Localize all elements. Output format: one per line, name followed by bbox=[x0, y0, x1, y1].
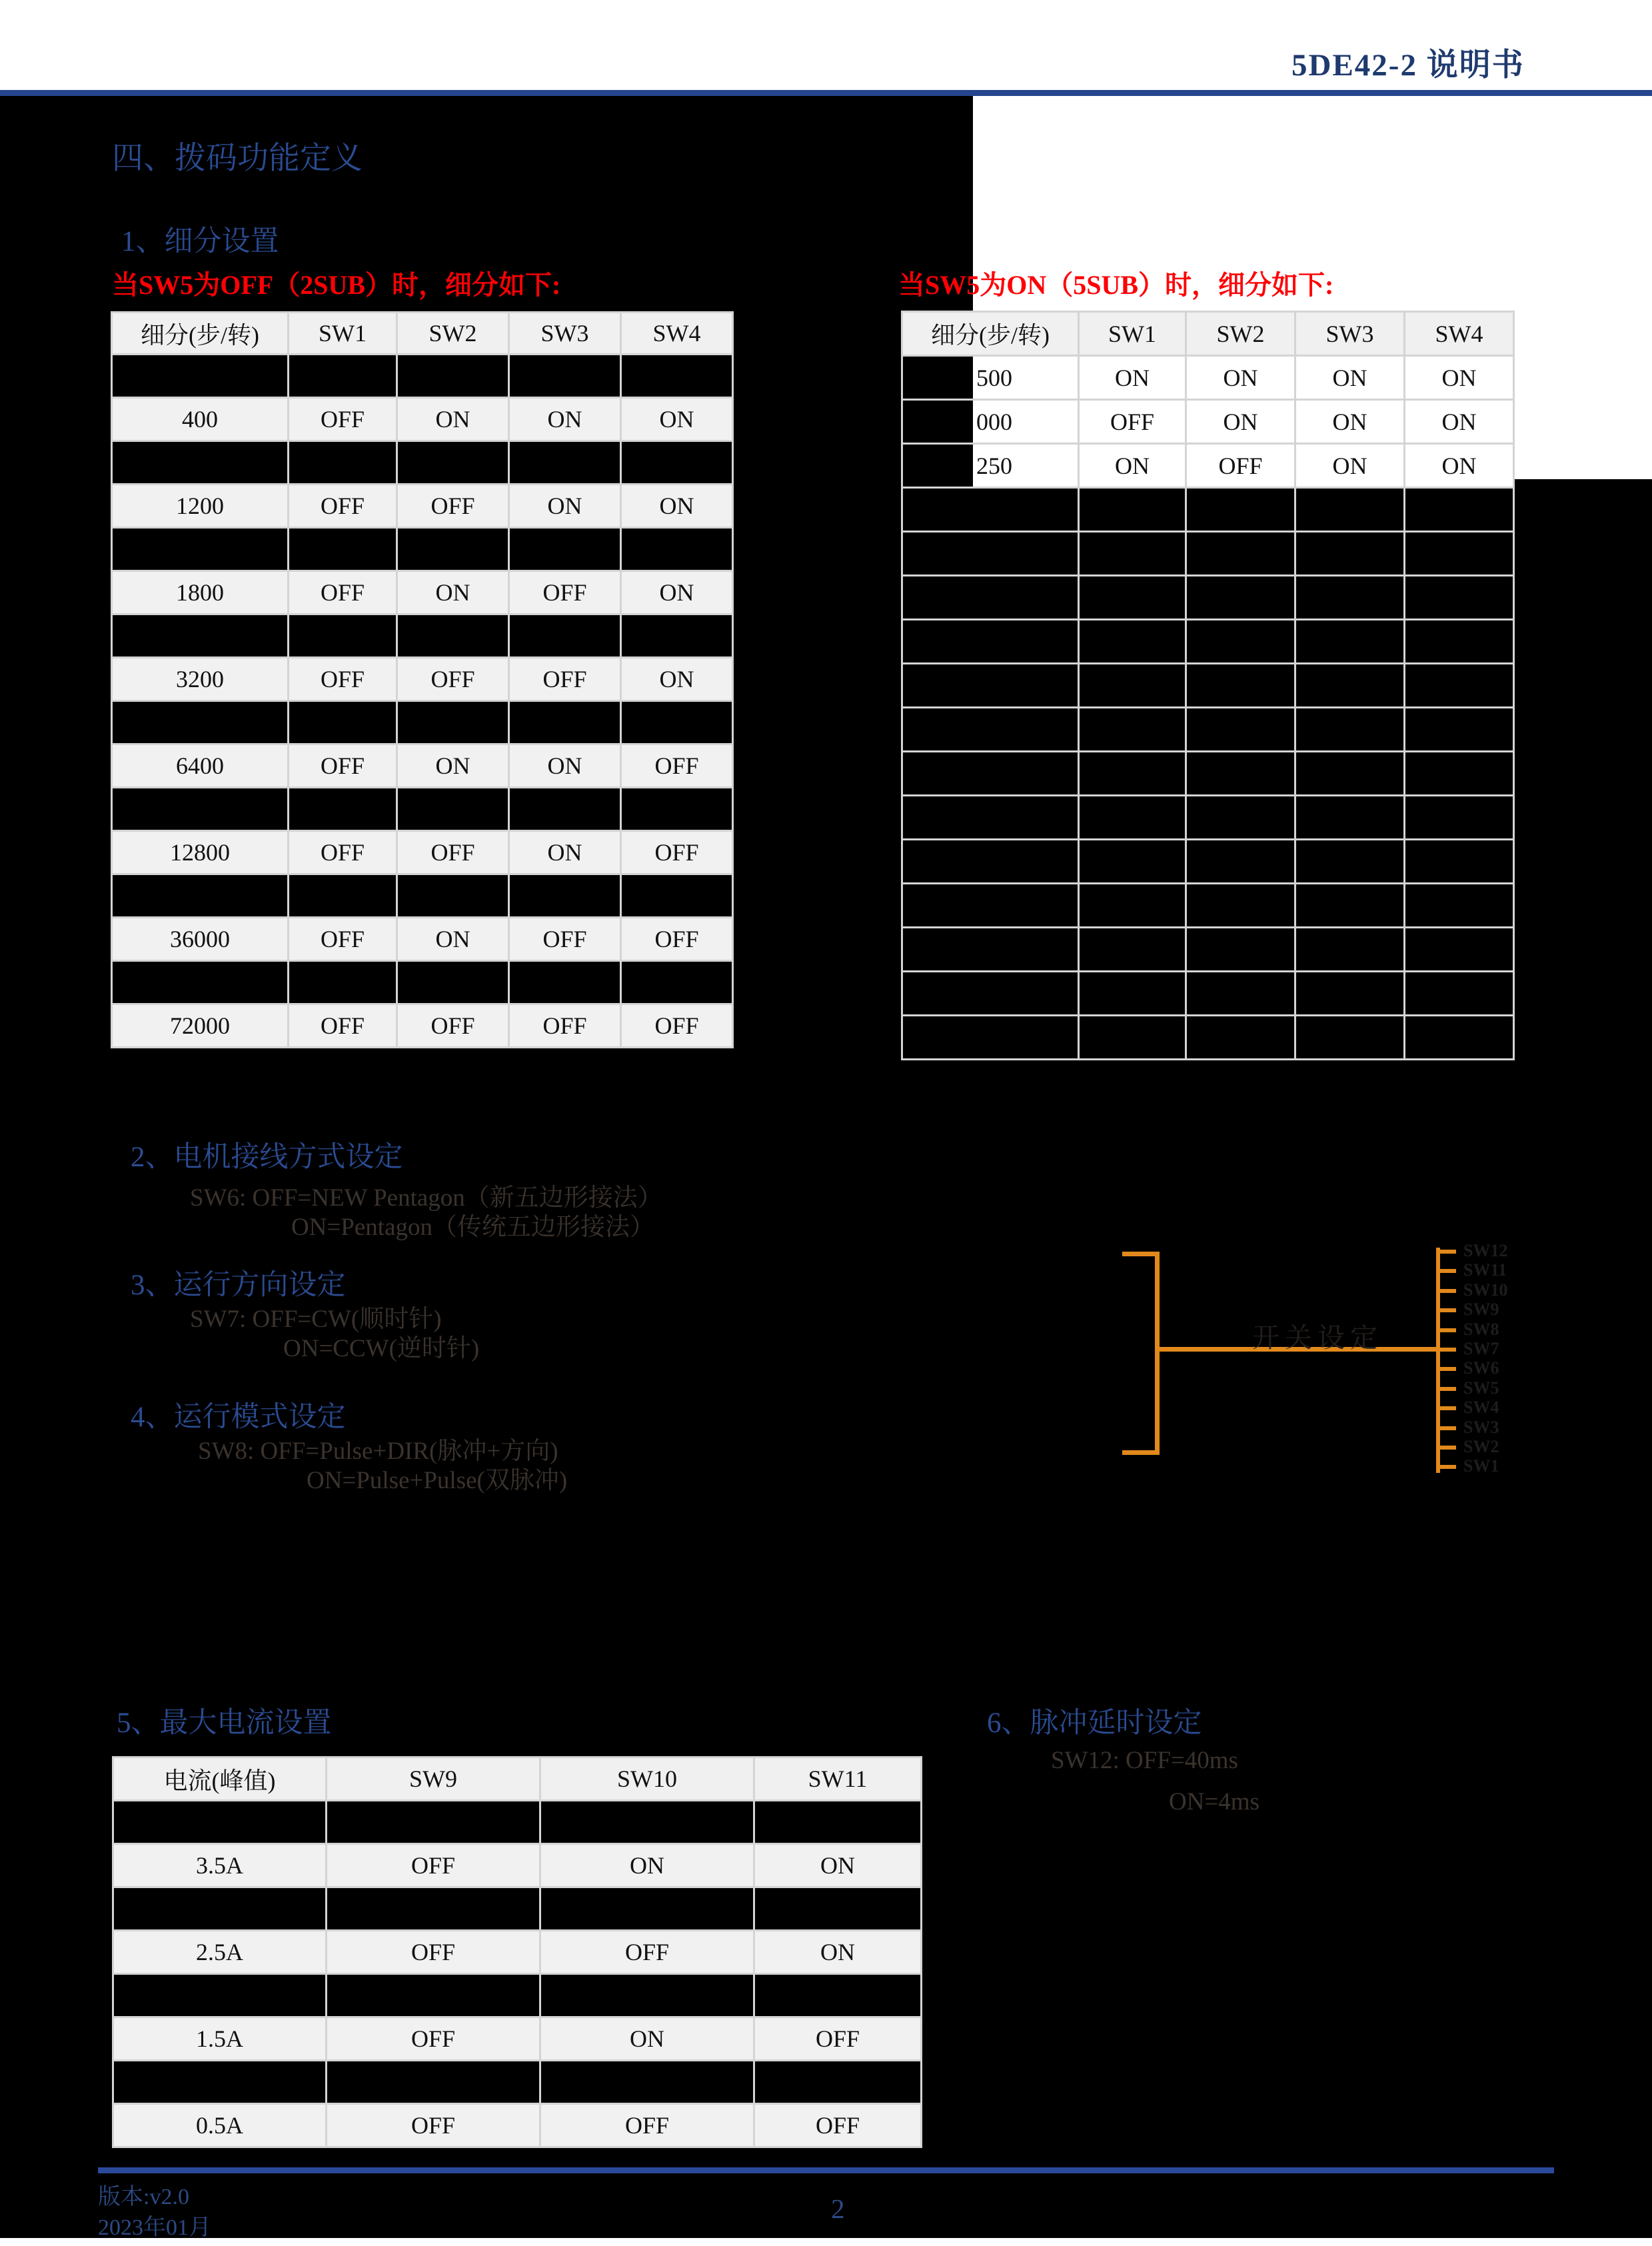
cell-redaction-strip bbox=[903, 357, 973, 399]
table-cell bbox=[622, 355, 732, 397]
switch-label: SW10 bbox=[1463, 1280, 1508, 1300]
table-cell: OFF bbox=[289, 918, 396, 960]
diagram-bracket-vertical bbox=[1155, 1252, 1160, 1455]
table-cell: 2.5A bbox=[114, 1931, 325, 1973]
table-cell bbox=[1405, 884, 1513, 926]
table-cell bbox=[1296, 840, 1403, 882]
table-cell: SW1 bbox=[1080, 313, 1185, 355]
table-cell bbox=[113, 529, 287, 570]
table-cell bbox=[1080, 884, 1185, 926]
table-cell bbox=[289, 962, 396, 1003]
table-cell: OFF bbox=[289, 1005, 396, 1046]
sw6-off-line: SW6: OFF=NEW Pentagon（新五边形接法） bbox=[190, 1184, 662, 1212]
table-cell: 36000 bbox=[113, 918, 287, 960]
table-cell: OFF bbox=[398, 832, 508, 873]
table-cell bbox=[1405, 840, 1513, 882]
table-cell bbox=[114, 2061, 325, 2103]
table-cell bbox=[289, 529, 396, 570]
switch-tick bbox=[1436, 1269, 1456, 1273]
caption-sw5-off: 当SW5为OFF（2SUB）时，细分如下: bbox=[112, 270, 561, 300]
table-cell bbox=[327, 1801, 539, 1843]
table-cell: OFF bbox=[622, 832, 732, 873]
table-cell bbox=[903, 620, 1078, 662]
table-cell bbox=[289, 875, 396, 916]
table-cell bbox=[1296, 928, 1403, 970]
table-cell: ON bbox=[398, 572, 508, 613]
table-cell: ON bbox=[1080, 445, 1185, 487]
table-cell bbox=[622, 615, 732, 656]
table-cell: ON bbox=[398, 745, 508, 786]
table-cell bbox=[398, 442, 508, 483]
table-cell: OFF bbox=[289, 745, 396, 786]
switch-tick bbox=[1436, 1367, 1456, 1371]
table-cell bbox=[1187, 1016, 1294, 1058]
table-cell bbox=[1080, 796, 1185, 838]
table-cell: OFF bbox=[289, 485, 396, 527]
table-cell bbox=[1405, 576, 1513, 618]
table-cell: OFF bbox=[622, 745, 732, 786]
table-cell bbox=[903, 840, 1078, 882]
section5-heading: 5、最大电流设置 bbox=[117, 1707, 332, 1739]
table-cell: 1200 bbox=[113, 485, 287, 527]
table-cell bbox=[1296, 664, 1403, 706]
table-cell: SW4 bbox=[1405, 313, 1513, 355]
table-cell: ON bbox=[1405, 401, 1513, 443]
table-cell bbox=[622, 875, 732, 916]
table-cell bbox=[1080, 752, 1185, 794]
table-cell bbox=[541, 2061, 753, 2103]
table-cell bbox=[327, 1975, 539, 2016]
table-cell bbox=[1405, 928, 1513, 970]
table-cell: OFF bbox=[755, 2018, 920, 2059]
table-cell: OFF bbox=[541, 2105, 753, 2146]
table-cell: OFF bbox=[510, 918, 620, 960]
table-cell: 500 bbox=[903, 357, 1078, 399]
cell-redaction-strip bbox=[903, 401, 973, 443]
table-cell bbox=[510, 788, 620, 830]
table-cell bbox=[1405, 796, 1513, 838]
diagram-bracket-bottom-cap bbox=[1122, 1450, 1160, 1455]
table-cell bbox=[510, 529, 620, 570]
table-cell bbox=[1187, 664, 1294, 706]
table-cell bbox=[1405, 620, 1513, 662]
sw6-on-line: ON=Pentagon（传统五边形接法） bbox=[291, 1214, 655, 1241]
table-cell bbox=[1187, 840, 1294, 882]
section4-heading: 四、拨码功能定义 bbox=[112, 141, 363, 176]
table-cell: OFF bbox=[622, 1005, 732, 1046]
table-cell bbox=[1296, 576, 1403, 618]
table-cell bbox=[114, 1888, 325, 1929]
table-cell: SW1 bbox=[289, 313, 396, 353]
switch-label: SW8 bbox=[1463, 1319, 1499, 1339]
table-cell bbox=[903, 576, 1078, 618]
section2-heading: 2、电机接线方式设定 bbox=[131, 1142, 403, 1173]
section6-heading: 6、脉冲延时设定 bbox=[987, 1707, 1202, 1739]
table-cell bbox=[755, 1975, 920, 2016]
table-cell bbox=[1080, 1016, 1185, 1058]
switch-tick bbox=[1436, 1250, 1456, 1254]
section4b-heading: 4、运行模式设定 bbox=[131, 1402, 346, 1433]
table-cell: 12800 bbox=[113, 832, 287, 873]
table-cell: OFF bbox=[398, 485, 508, 527]
table-cell bbox=[1080, 489, 1185, 531]
table-cell bbox=[1187, 489, 1294, 531]
table-cell bbox=[1187, 533, 1294, 574]
table-cell bbox=[398, 788, 508, 830]
table-max-current bbox=[112, 1756, 922, 2148]
table-cell bbox=[755, 1801, 920, 1843]
table-cell bbox=[113, 615, 287, 656]
table-cell: SW9 bbox=[327, 1758, 539, 1799]
table-cell: OFF bbox=[510, 572, 620, 613]
table-cell bbox=[1187, 620, 1294, 662]
table-cell bbox=[1080, 840, 1185, 882]
table-cell bbox=[1405, 752, 1513, 794]
table-cell: OFF bbox=[327, 2105, 539, 2146]
table-cell: OFF bbox=[289, 572, 396, 613]
table-cell: 电流(峰值) bbox=[114, 1758, 325, 1799]
table-cell bbox=[1080, 664, 1185, 706]
table-cell: 1800 bbox=[113, 572, 287, 613]
table-cell: ON bbox=[510, 832, 620, 873]
table-cell: ON bbox=[541, 1845, 753, 1886]
table-cell bbox=[510, 442, 620, 483]
table-cell bbox=[289, 615, 396, 656]
table-cell: ON bbox=[1187, 357, 1294, 399]
table-cell: ON bbox=[510, 399, 620, 440]
table-cell: OFF bbox=[327, 1931, 539, 1973]
table-cell bbox=[510, 962, 620, 1003]
table-cell: ON bbox=[622, 485, 732, 527]
footer-version: 版本:v2.0 bbox=[98, 2185, 189, 2209]
table-cell bbox=[1296, 752, 1403, 794]
table-cell bbox=[1187, 972, 1294, 1014]
table-cell bbox=[1405, 1016, 1513, 1058]
table-cell bbox=[289, 702, 396, 743]
switch-tick bbox=[1436, 1465, 1456, 1469]
table-cell: OFF bbox=[541, 1931, 753, 1973]
table-cell bbox=[903, 664, 1078, 706]
table-cell: ON bbox=[1405, 445, 1513, 487]
table-cell bbox=[398, 529, 508, 570]
table-cell: OFF bbox=[327, 1845, 539, 1886]
table-cell bbox=[510, 875, 620, 916]
table-cell bbox=[1296, 972, 1403, 1014]
switch-tick bbox=[1436, 1426, 1456, 1430]
table-cell bbox=[755, 2061, 920, 2103]
table-cell bbox=[903, 796, 1078, 838]
table-cell bbox=[1187, 796, 1294, 838]
sw7-on-line: ON=CCW(逆时针) bbox=[283, 1335, 480, 1362]
table-cell: ON bbox=[398, 399, 508, 440]
table-cell bbox=[1080, 708, 1185, 750]
table-cell: SW3 bbox=[510, 313, 620, 353]
table-cell bbox=[541, 1975, 753, 2016]
table-cell bbox=[1080, 576, 1185, 618]
table-cell bbox=[1296, 489, 1403, 531]
table-cell: OFF bbox=[398, 1005, 508, 1046]
table-cell bbox=[327, 1888, 539, 1929]
switch-label: SW5 bbox=[1463, 1378, 1499, 1398]
sw8-off-line: SW8: OFF=Pulse+DIR(脉冲+方向) bbox=[198, 1438, 558, 1465]
switch-tick bbox=[1436, 1348, 1456, 1352]
table-cell: ON bbox=[622, 399, 732, 440]
table-cell: SW2 bbox=[1187, 313, 1294, 355]
diagram-label: 开关设定 bbox=[1252, 1322, 1383, 1353]
table-cell bbox=[398, 615, 508, 656]
table-cell bbox=[327, 2061, 539, 2103]
footer-date: 2023年01月 bbox=[98, 2215, 211, 2240]
table-cell: OFF bbox=[289, 658, 396, 700]
table-cell bbox=[114, 1801, 325, 1843]
table-cell: ON bbox=[1187, 401, 1294, 443]
table-cell: SW2 bbox=[398, 313, 508, 353]
table-cell: OFF bbox=[327, 2018, 539, 2059]
table-cell bbox=[1296, 533, 1403, 574]
switch-label: SW1 bbox=[1463, 1456, 1499, 1476]
table-cell bbox=[113, 875, 287, 916]
table-cell bbox=[1405, 972, 1513, 1014]
table-cell: SW3 bbox=[1296, 313, 1403, 355]
table-cell bbox=[622, 529, 732, 570]
table-cell: ON bbox=[1296, 445, 1403, 487]
table-cell: ON bbox=[1405, 357, 1513, 399]
diagram-bracket-top-cap bbox=[1122, 1252, 1160, 1256]
table-cell: ON bbox=[1296, 357, 1403, 399]
table-cell bbox=[903, 708, 1078, 750]
subsection1-heading: 1、细分设置 bbox=[121, 226, 279, 257]
table-cell bbox=[398, 962, 508, 1003]
table-cell bbox=[1296, 796, 1403, 838]
table-cell bbox=[622, 442, 732, 483]
document-title: 5DE42-2 说明书 bbox=[1291, 48, 1525, 83]
table-cell bbox=[903, 752, 1078, 794]
table-cell: SW11 bbox=[755, 1758, 920, 1799]
table-cell: OFF bbox=[510, 658, 620, 700]
table-cell: 细分(步/转) bbox=[903, 313, 1078, 355]
switch-tick bbox=[1436, 1406, 1456, 1410]
cell-redaction-strip bbox=[903, 445, 973, 487]
table-cell bbox=[541, 1801, 753, 1843]
table-cell bbox=[1405, 489, 1513, 531]
switch-tick bbox=[1436, 1308, 1456, 1312]
table-cell bbox=[1080, 620, 1185, 662]
table-cell bbox=[1080, 972, 1185, 1014]
table-cell bbox=[903, 533, 1078, 574]
switch-label: SW2 bbox=[1463, 1437, 1499, 1456]
table-cell bbox=[113, 442, 287, 483]
table-cell: 细分(步/转) bbox=[113, 313, 287, 353]
table-cell: 400 bbox=[113, 399, 287, 440]
footer-rule bbox=[98, 2167, 1554, 2173]
diagram-switch-rail bbox=[1436, 1248, 1440, 1473]
table-cell: 3200 bbox=[113, 658, 287, 700]
table-cell bbox=[289, 355, 396, 397]
table-cell bbox=[1187, 752, 1294, 794]
section3-heading: 3、运行方向设定 bbox=[131, 1270, 346, 1301]
table-cell bbox=[622, 702, 732, 743]
table-cell bbox=[1187, 708, 1294, 750]
table-cell bbox=[1296, 708, 1403, 750]
table-cell: 1.5A bbox=[114, 2018, 325, 2059]
table-cell: ON bbox=[622, 572, 732, 613]
table-cell: OFF bbox=[755, 2105, 920, 2146]
table-cell bbox=[113, 962, 287, 1003]
switch-label: SW11 bbox=[1463, 1260, 1507, 1280]
switch-tick bbox=[1436, 1328, 1456, 1332]
table-cell bbox=[1080, 533, 1185, 574]
table-cell: 000 bbox=[903, 401, 1078, 443]
table-cell bbox=[289, 788, 396, 830]
table-cell bbox=[755, 1888, 920, 1929]
table-cell: SW4 bbox=[622, 313, 732, 353]
table-cell: ON bbox=[622, 658, 732, 700]
table-cell bbox=[903, 489, 1078, 531]
table-cell: ON bbox=[1296, 401, 1403, 443]
switch-label: SW3 bbox=[1463, 1417, 1499, 1437]
table-cell: SW10 bbox=[541, 1758, 753, 1799]
header-rule bbox=[0, 90, 1652, 96]
table-cell: OFF bbox=[1187, 445, 1294, 487]
table-cell bbox=[541, 1888, 753, 1929]
table-cell bbox=[1296, 1016, 1403, 1058]
table-cell bbox=[1405, 664, 1513, 706]
table-cell: ON bbox=[541, 2018, 753, 2059]
table-cell bbox=[398, 702, 508, 743]
sw12-on-line: ON=4ms bbox=[1169, 1788, 1259, 1815]
table-cell bbox=[289, 442, 396, 483]
table-cell: ON bbox=[1080, 357, 1185, 399]
sw7-off-line: SW7: OFF=CW(顺时针) bbox=[190, 1306, 442, 1333]
switch-label: SW7 bbox=[1463, 1339, 1499, 1358]
table-cell bbox=[113, 788, 287, 830]
table-cell: OFF bbox=[289, 832, 396, 873]
table-cell bbox=[1187, 884, 1294, 926]
table-cell: OFF bbox=[289, 399, 396, 440]
table-cell bbox=[113, 702, 287, 743]
table-cell bbox=[510, 615, 620, 656]
table-cell bbox=[622, 962, 732, 1003]
table-cell bbox=[903, 884, 1078, 926]
table-cell: OFF bbox=[398, 658, 508, 700]
table-cell: OFF bbox=[622, 918, 732, 960]
switch-tick bbox=[1436, 1446, 1456, 1450]
table-cell: OFF bbox=[1080, 401, 1185, 443]
switch-label: SW12 bbox=[1463, 1241, 1508, 1260]
table-cell: OFF bbox=[510, 1005, 620, 1046]
table-cell: ON bbox=[398, 918, 508, 960]
switch-label: SW4 bbox=[1463, 1398, 1499, 1418]
table-subdivision-5sub bbox=[901, 311, 1515, 1060]
table-cell: 250 bbox=[903, 445, 1078, 487]
table-cell bbox=[510, 702, 620, 743]
table-cell: ON bbox=[510, 485, 620, 527]
table-cell: ON bbox=[755, 1845, 920, 1886]
table-cell bbox=[1405, 708, 1513, 750]
table-cell: ON bbox=[755, 1931, 920, 1973]
table-cell: ON bbox=[510, 745, 620, 786]
footer-page-number: 2 bbox=[831, 2193, 845, 2224]
table-cell bbox=[1405, 533, 1513, 574]
table-cell bbox=[1296, 620, 1403, 662]
switch-tick bbox=[1436, 1289, 1456, 1293]
table-cell bbox=[114, 1975, 325, 2016]
table-cell: 3.5A bbox=[114, 1845, 325, 1886]
table-cell bbox=[622, 788, 732, 830]
table-cell bbox=[510, 355, 620, 397]
table-cell bbox=[398, 355, 508, 397]
table-cell: 6400 bbox=[113, 745, 287, 786]
switch-label: SW9 bbox=[1463, 1300, 1499, 1320]
table-cell bbox=[903, 1016, 1078, 1058]
table-subdivision-2sub bbox=[111, 311, 734, 1048]
sw12-off-line: SW12: OFF=40ms bbox=[1051, 1747, 1238, 1774]
table-cell bbox=[1080, 928, 1185, 970]
table-cell bbox=[1296, 884, 1403, 926]
switch-tick bbox=[1436, 1387, 1456, 1391]
switch-label: SW6 bbox=[1463, 1358, 1499, 1378]
table-cell bbox=[1187, 576, 1294, 618]
caption-sw5-on: 当SW5为ON（5SUB）时，细分如下: bbox=[898, 270, 1334, 300]
table-cell: 0.5A bbox=[114, 2105, 325, 2146]
table-cell bbox=[398, 875, 508, 916]
table-cell: 72000 bbox=[113, 1005, 287, 1046]
table-cell bbox=[903, 928, 1078, 970]
table-cell bbox=[113, 355, 287, 397]
sw8-on-line: ON=Pulse+Pulse(双脉冲) bbox=[307, 1467, 568, 1494]
table-cell bbox=[1187, 928, 1294, 970]
table-cell bbox=[903, 972, 1078, 1014]
